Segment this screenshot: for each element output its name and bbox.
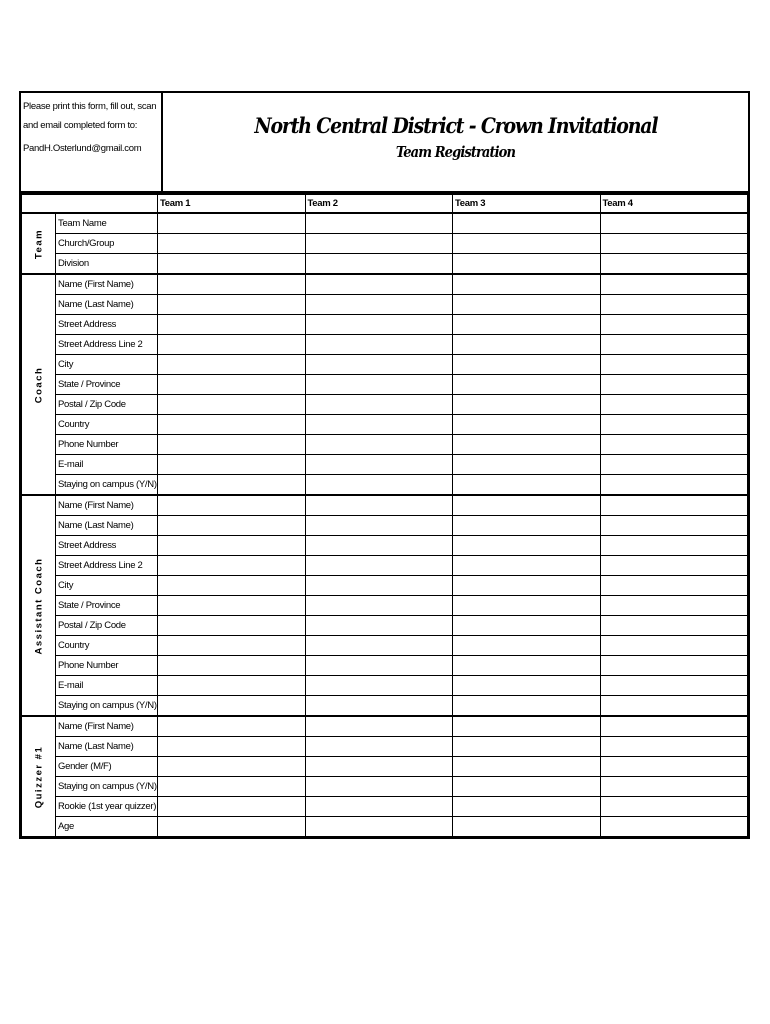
registration-form xyxy=(19,91,750,839)
entry-cell[interactable] xyxy=(305,797,453,817)
field-label: Phone Number xyxy=(56,435,158,455)
form-row xyxy=(22,656,748,676)
entry-cell[interactable] xyxy=(305,737,453,757)
entry-cell[interactable] xyxy=(305,536,453,556)
field-label: Staying on campus (Y/N) xyxy=(56,696,158,717)
section-label: Coach xyxy=(33,366,44,403)
entry-cell[interactable] xyxy=(158,817,306,837)
form-subtitle: Team Registration xyxy=(395,144,516,161)
entry-cell[interactable] xyxy=(600,213,748,234)
entry-cell[interactable] xyxy=(158,636,306,656)
field-label: Name (Last Name) xyxy=(56,295,158,315)
form-row xyxy=(22,295,748,315)
form-row xyxy=(22,315,748,335)
entry-cell[interactable] xyxy=(158,395,306,415)
entry-cell[interactable] xyxy=(453,495,601,516)
form-row xyxy=(22,455,748,475)
entry-cell[interactable] xyxy=(453,696,601,717)
entry-cell[interactable] xyxy=(158,315,306,335)
field-label: Staying on campus (Y/N) xyxy=(56,475,158,496)
entry-cell[interactable] xyxy=(600,295,748,315)
form-row xyxy=(22,516,748,536)
entry-cell[interactable] xyxy=(600,576,748,596)
entry-cell[interactable] xyxy=(600,616,748,636)
entry-cell[interactable] xyxy=(600,737,748,757)
field-label: State / Province xyxy=(56,596,158,616)
entry-cell[interactable] xyxy=(158,616,306,636)
entry-cell[interactable] xyxy=(305,817,453,837)
team-column-header: Team 1 xyxy=(158,195,306,214)
entry-cell[interactable] xyxy=(305,295,453,315)
entry-cell[interactable] xyxy=(453,395,601,415)
entry-cell[interactable] xyxy=(158,556,306,576)
entry-cell[interactable] xyxy=(600,415,748,435)
entry-cell[interactable] xyxy=(158,495,306,516)
entry-cell[interactable] xyxy=(305,676,453,696)
form-row xyxy=(22,395,748,415)
entry-cell[interactable] xyxy=(158,475,306,496)
form-row xyxy=(22,636,748,656)
entry-cell[interactable] xyxy=(453,295,601,315)
field-label: Team Name xyxy=(56,213,158,234)
entry-cell[interactable] xyxy=(600,455,748,475)
form-row xyxy=(22,797,748,817)
entry-cell[interactable] xyxy=(600,274,748,295)
entry-cell[interactable] xyxy=(305,234,453,254)
entry-cell[interactable] xyxy=(600,676,748,696)
entry-cell[interactable] xyxy=(305,576,453,596)
entry-cell[interactable] xyxy=(158,415,306,435)
field-label: Postal / Zip Code xyxy=(56,616,158,636)
entry-cell[interactable] xyxy=(453,475,601,496)
entry-cell[interactable] xyxy=(158,737,306,757)
entry-cell[interactable] xyxy=(305,475,453,496)
field-label: City xyxy=(56,355,158,375)
form-row xyxy=(22,777,748,797)
entry-cell[interactable] xyxy=(158,375,306,395)
entry-cell[interactable] xyxy=(600,656,748,676)
entry-cell[interactable] xyxy=(158,355,306,375)
entry-cell[interactable] xyxy=(158,797,306,817)
entry-cell[interactable] xyxy=(453,817,601,837)
entry-cell[interactable] xyxy=(453,636,601,656)
entry-cell[interactable] xyxy=(158,536,306,556)
entry-cell[interactable] xyxy=(453,656,601,676)
entry-cell[interactable] xyxy=(453,676,601,696)
entry-cell[interactable] xyxy=(600,556,748,576)
entry-cell[interactable] xyxy=(453,375,601,395)
field-label: Phone Number xyxy=(56,656,158,676)
entry-cell[interactable] xyxy=(600,335,748,355)
form-row xyxy=(22,254,748,275)
field-label: Name (First Name) xyxy=(56,274,158,295)
registration-table-body xyxy=(22,195,748,837)
field-label: City xyxy=(56,576,158,596)
form-row xyxy=(22,737,748,757)
entry-cell[interactable] xyxy=(305,495,453,516)
entry-cell[interactable] xyxy=(600,817,748,837)
entry-cell[interactable] xyxy=(453,536,601,556)
entry-cell[interactable] xyxy=(305,435,453,455)
entry-cell[interactable] xyxy=(305,254,453,275)
entry-cell[interactable] xyxy=(453,596,601,616)
form-row xyxy=(22,536,748,556)
form-row xyxy=(22,817,748,837)
entry-cell[interactable] xyxy=(305,636,453,656)
entry-cell[interactable] xyxy=(158,455,306,475)
entry-cell[interactable] xyxy=(158,757,306,777)
entry-cell[interactable] xyxy=(600,757,748,777)
field-label: Name (First Name) xyxy=(56,495,158,516)
entry-cell[interactable] xyxy=(158,696,306,717)
registration-table xyxy=(21,194,748,837)
header-spacer xyxy=(22,195,158,214)
field-label: Rookie (1st year quizzer) xyxy=(56,797,158,817)
entry-cell[interactable] xyxy=(305,455,453,475)
field-label: Street Address xyxy=(56,315,158,335)
entry-cell[interactable] xyxy=(600,536,748,556)
entry-cell[interactable] xyxy=(600,636,748,656)
entry-cell[interactable] xyxy=(453,455,601,475)
entry-cell[interactable] xyxy=(305,355,453,375)
field-label: Name (First Name) xyxy=(56,716,158,737)
form-row xyxy=(22,415,748,435)
entry-cell[interactable] xyxy=(453,234,601,254)
section-label-cell xyxy=(22,213,56,274)
field-label: Division xyxy=(56,254,158,275)
entry-cell[interactable] xyxy=(305,596,453,616)
field-label: Age xyxy=(56,817,158,837)
entry-cell[interactable] xyxy=(600,435,748,455)
entry-cell[interactable] xyxy=(453,616,601,636)
section-label-cell xyxy=(22,716,56,837)
entry-cell[interactable] xyxy=(600,495,748,516)
entry-cell[interactable] xyxy=(158,576,306,596)
form-row xyxy=(22,274,748,295)
field-label: Name (Last Name) xyxy=(56,737,158,757)
title-box xyxy=(163,93,748,191)
entry-cell[interactable] xyxy=(305,335,453,355)
instructions-line-2: and email completed form to: xyxy=(23,120,138,131)
entry-cell[interactable] xyxy=(305,415,453,435)
form-row xyxy=(22,556,748,576)
entry-cell[interactable] xyxy=(453,757,601,777)
entry-cell[interactable] xyxy=(158,656,306,676)
entry-cell[interactable] xyxy=(453,315,601,335)
entry-cell[interactable] xyxy=(158,676,306,696)
entry-cell[interactable] xyxy=(453,335,601,355)
instructions-line-1: Please print this form, fill out, scan xyxy=(23,101,157,112)
entry-cell[interactable] xyxy=(305,516,453,536)
entry-cell[interactable] xyxy=(600,716,748,737)
entry-cell[interactable] xyxy=(158,254,306,275)
field-label: Street Address Line 2 xyxy=(56,556,158,576)
entry-cell[interactable] xyxy=(158,274,306,295)
entry-cell[interactable] xyxy=(600,375,748,395)
form-row xyxy=(22,757,748,777)
entry-cell[interactable] xyxy=(305,696,453,717)
section-label: Team xyxy=(33,228,44,259)
entry-cell[interactable] xyxy=(453,737,601,757)
team-column-header: Team 2 xyxy=(305,195,453,214)
entry-cell[interactable] xyxy=(453,274,601,295)
section-label-cell xyxy=(22,274,56,495)
entry-cell[interactable] xyxy=(305,656,453,676)
section-label: Assistant Coach xyxy=(33,557,44,654)
form-title: North Central District - Crown Invitational xyxy=(253,113,658,138)
form-row xyxy=(22,213,748,234)
entry-cell[interactable] xyxy=(158,777,306,797)
field-label: E-mail xyxy=(56,676,158,696)
entry-cell[interactable] xyxy=(600,696,748,717)
form-row xyxy=(22,716,748,737)
form-row xyxy=(22,596,748,616)
field-label: Street Address xyxy=(56,536,158,556)
entry-cell[interactable] xyxy=(158,516,306,536)
section-label: Quizzer #1 xyxy=(33,745,44,808)
entry-cell[interactable] xyxy=(600,355,748,375)
form-row xyxy=(22,375,748,395)
form-row xyxy=(22,616,748,636)
entry-cell[interactable] xyxy=(158,596,306,616)
field-label: Church/Group xyxy=(56,234,158,254)
entry-cell[interactable] xyxy=(305,395,453,415)
entry-cell[interactable] xyxy=(305,777,453,797)
entry-cell[interactable] xyxy=(600,315,748,335)
entry-cell[interactable] xyxy=(453,556,601,576)
entry-cell[interactable] xyxy=(305,757,453,777)
form-row xyxy=(22,576,748,596)
form-row xyxy=(22,495,748,516)
field-label: Country xyxy=(56,636,158,656)
entry-cell[interactable] xyxy=(158,295,306,315)
entry-cell[interactable] xyxy=(158,435,306,455)
form-row xyxy=(22,676,748,696)
entry-cell[interactable] xyxy=(600,596,748,616)
field-label: Postal / Zip Code xyxy=(56,395,158,415)
entry-cell[interactable] xyxy=(600,516,748,536)
entry-cell[interactable] xyxy=(305,375,453,395)
entry-cell[interactable] xyxy=(305,274,453,295)
entry-cell[interactable] xyxy=(453,516,601,536)
form-row xyxy=(22,696,748,717)
entry-cell[interactable] xyxy=(453,415,601,435)
entry-cell[interactable] xyxy=(158,335,306,355)
entry-cell[interactable] xyxy=(158,234,306,254)
form-row xyxy=(22,234,748,254)
entry-cell[interactable] xyxy=(453,435,601,455)
entry-cell[interactable] xyxy=(600,234,748,254)
form-row xyxy=(22,335,748,355)
instructions-box xyxy=(21,93,163,191)
field-label: Staying on campus (Y/N) xyxy=(56,777,158,797)
entry-cell[interactable] xyxy=(453,254,601,275)
field-label: Street Address Line 2 xyxy=(56,335,158,355)
team-column-header: Team 4 xyxy=(600,195,748,214)
entry-cell[interactable] xyxy=(600,777,748,797)
entry-cell[interactable] xyxy=(158,716,306,737)
team-column-header: Team 3 xyxy=(453,195,601,214)
field-label: Country xyxy=(56,415,158,435)
entry-cell[interactable] xyxy=(600,475,748,496)
entry-cell[interactable] xyxy=(305,616,453,636)
entry-cell[interactable] xyxy=(453,716,601,737)
entry-cell[interactable] xyxy=(305,213,453,234)
form-header xyxy=(21,93,748,194)
form-row xyxy=(22,435,748,455)
field-label: E-mail xyxy=(56,455,158,475)
field-label: Gender (M/F) xyxy=(56,757,158,777)
form-row xyxy=(22,475,748,496)
entry-cell[interactable] xyxy=(453,576,601,596)
entry-cell[interactable] xyxy=(453,777,601,797)
field-label: Name (Last Name) xyxy=(56,516,158,536)
field-label: State / Province xyxy=(56,375,158,395)
form-row xyxy=(22,355,748,375)
entry-cell[interactable] xyxy=(453,797,601,817)
entry-cell[interactable] xyxy=(305,716,453,737)
entry-cell[interactable] xyxy=(305,315,453,335)
entry-cell[interactable] xyxy=(158,213,306,234)
entry-cell[interactable] xyxy=(305,556,453,576)
entry-cell[interactable] xyxy=(600,395,748,415)
team-header-row xyxy=(22,195,748,214)
entry-cell[interactable] xyxy=(600,254,748,275)
entry-cell[interactable] xyxy=(453,355,601,375)
entry-cell[interactable] xyxy=(453,213,601,234)
section-label-cell xyxy=(22,495,56,716)
entry-cell[interactable] xyxy=(600,797,748,817)
contact-email[interactable]: PandH.Osterlund@gmail.com xyxy=(23,143,142,154)
